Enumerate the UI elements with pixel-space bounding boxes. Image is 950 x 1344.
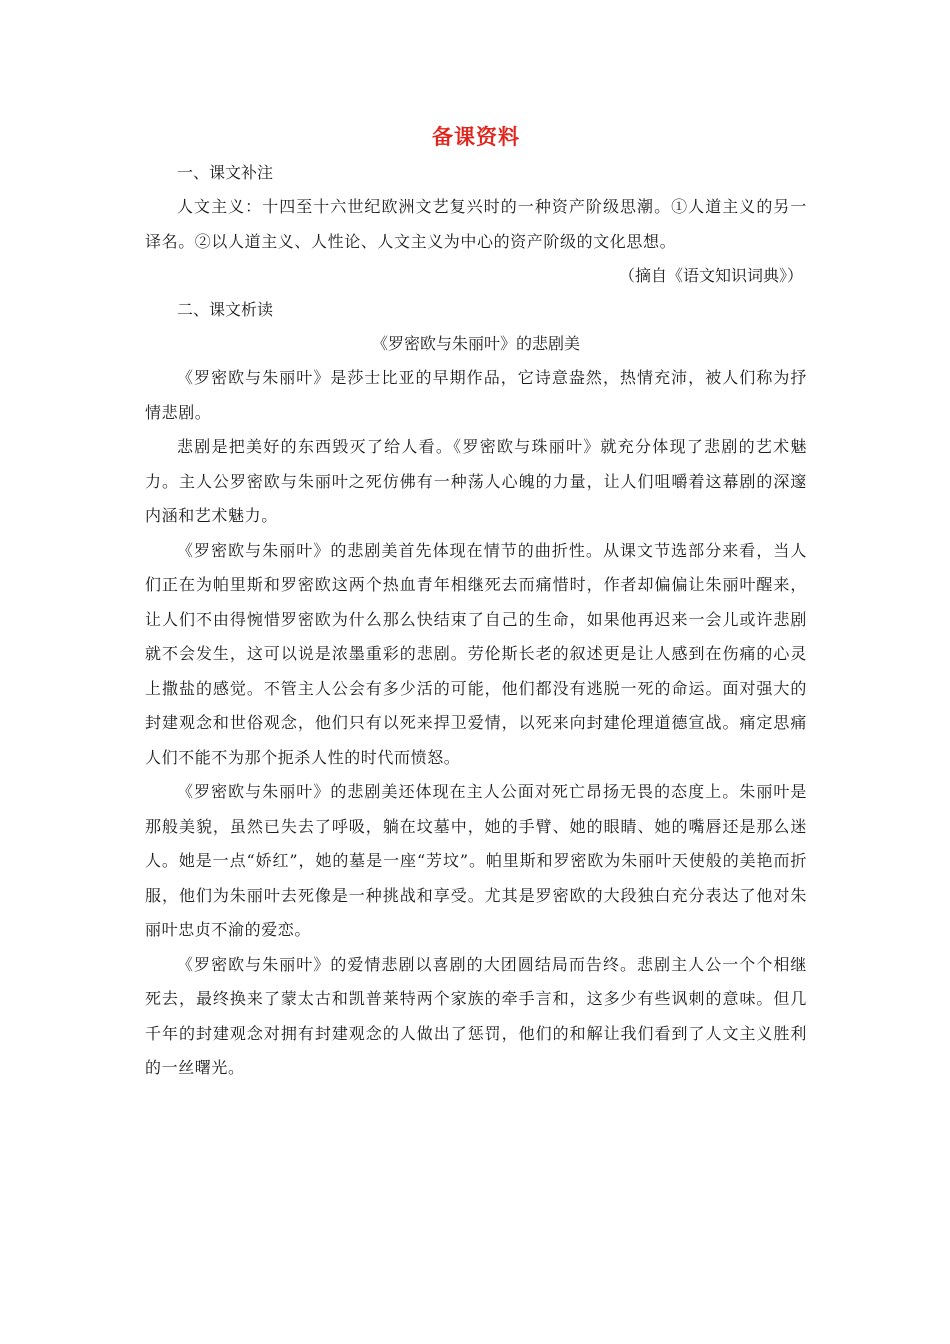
analysis-paragraph: 《罗密欧与朱丽叶》的悲剧美还体现在主人公面对死亡昂扬无畏的态度上。朱丽叶是那般美貌，虽然已失去了呼吸，躺在坟墓中，她的手臂、她的眼睛、她的嘴唇还是那么迷人。她是一点“娇红”，她的墓是一座“芳坟”。帕里斯和罗密欧为朱丽叶天使般的美艳而折服，他们为朱丽叶去死像是一种挑战和享受。尤其是罗密欧的大段独白充分表达了他对朱丽叶忠贞不渝的爱恋。 [145, 782, 807, 939]
analysis-paragraph: 《罗密欧与朱丽叶》的悲剧美首先体现在情节的曲折性。从课文节选部分来看，当人们正在为帕里斯和罗密欧这两个热血青年相继死去而痛惜时，作者却偏偏让朱丽叶醒来，让人们不由得惋惜罗密欧为什么那么快结束了自己的生命，如果他再迟来一会儿或许悲剧就不会发生，这可以说是浓墨重彩的悲剧。劳伦斯长老的叙述更是让人感到在伤痛的心灵上撒盐的感觉。不管主人公会有多少活的可能，他们都没有逃脱一死的命运。面对强大的封建观念和世俗观念，他们只有以死来捍卫爱情，以死来向封建伦理道德宣战。痛定思痛人们不能不为那个扼杀人性的时代而愤怒。 [145, 540, 807, 767]
annotation-paragraph: 人文主义：十四至十六世纪欧洲文艺复兴时的一种资产阶级思潮。①人道主义的另一译名。②以人道主义、人性论、人文主义为中心的资产阶级的文化思想。 [145, 197, 807, 251]
analysis-paragraph: 《罗密欧与朱丽叶》的爱情悲剧以喜剧的大团圆结局而告终。悲剧主人公一个个相继死去，最终换来了蒙太古和凯普莱特两个家族的牵手言和，这多少有些讽刺的意味。但几千年的封建观念对拥有封建观念的人做出了惩罚，他们的和解让我们看到了人文主义胜利的一丝曙光。 [145, 954, 807, 1077]
document-page [145, 120, 807, 1086]
article-subtitle: 《罗密欧与朱丽叶》的悲剧美 [371, 334, 580, 353]
section-heading-analysis: 二、课文析读 [177, 300, 274, 319]
analysis-paragraph: 悲剧是把美好的东西毁灭了给人看。《罗密欧与珠丽叶》就充分体现了悲剧的艺术魅力。主人公罗密欧与朱丽叶之死仿佛有一种荡人心魄的力量，让人们咀嚼着这幕剧的深邃内涵和艺术魅力。 [145, 437, 807, 525]
document-title: 备课资料 [432, 124, 520, 149]
analysis-paragraph: 《罗密欧与朱丽叶》是莎士比亚的早期作品，它诗意盎然，热情充沛，被人们称为抒情悲剧。 [145, 368, 807, 422]
section-heading-annotations: 一、课文补注 [177, 163, 274, 182]
source-citation: （摘自《语文知识词典》） [618, 266, 803, 285]
